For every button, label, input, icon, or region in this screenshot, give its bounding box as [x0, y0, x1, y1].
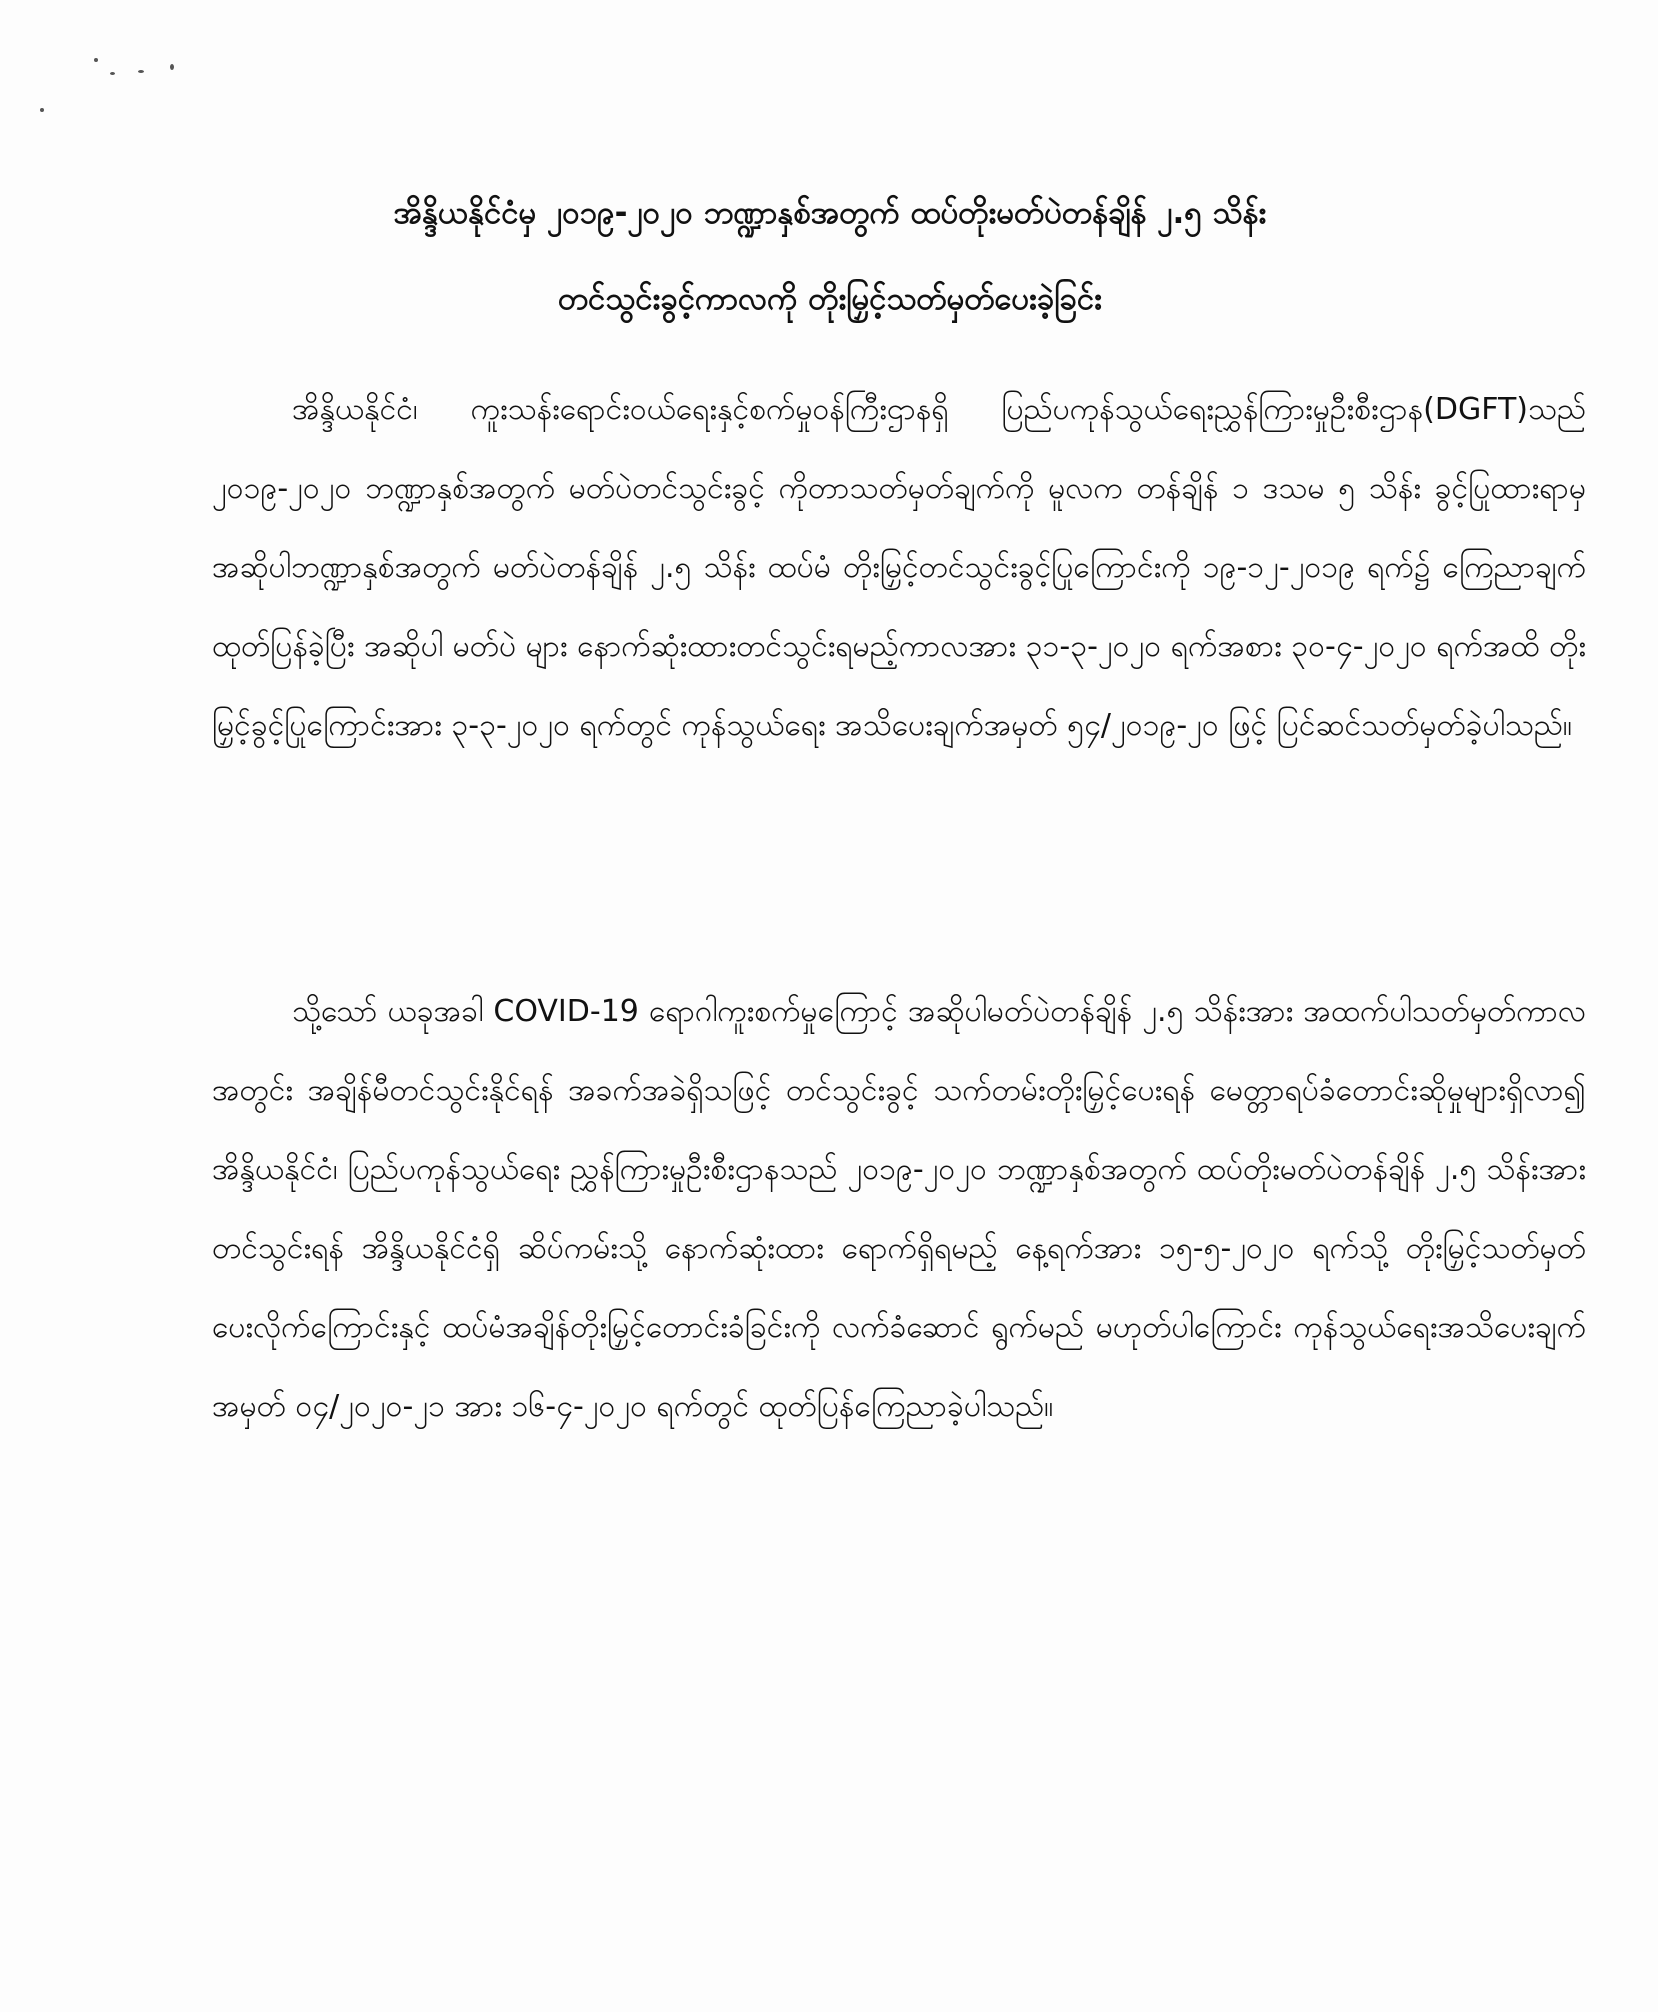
title-line-1: အိန္ဒိယနိုင်ငံမှ ၂၀၁၉-၂၀၂၀ ဘဏ္ဍာနှစ်အတွက် ထပ်တိုးမတ်ပဲတန်ချိန် ၂.၅ သိန်း	[393, 195, 1267, 231]
scan-speck	[110, 72, 115, 75]
document-title	[210, 170, 1450, 342]
scan-speck	[138, 70, 144, 73]
paragraph-2: သို့သော် ယခုအခါ COVID-19 ရောဂါကူးစက်မှုကြောင့် အဆိုပါမတ်ပဲတန်ချိန် ၂.၅ သိန်းအား အထက်ပါသတ်မှတ်ကာလအတွင်း အချိန်မီတင်သွင်းနိုင်ရန် အခက်အခဲရှိသဖြင့် တင်သွင်းခွင့် သက်တမ်းတိုးမြှင့်ပေးရန် မေတ္တာရပ်ခံတောင်းဆိုမှုများရှိလာ၍ အိန္ဒိယနိုင်ငံ၊ ပြည်ပကုန်သွယ်ရေး ညွှန်ကြားမှုဦးစီးဌာနသည် ၂၀၁၉-၂၀၂၀ ဘဏ္ဍာနှစ်အတွက် ထပ်တိုးမတ်ပဲတန်ချိန် ၂.၅ သိန်းအား တင်သွင်းရန် အိန္ဒိယနိုင်ငံရှိ ဆိပ်ကမ်းသို့ နောက်ဆုံးထား ရောက်ရှိရမည့် နေ့ရက်အား ၁၅-၅-၂၀၂၀ ရက်သို့ တိုးမြှင့်သတ်မှတ်ပေးလိုက်ကြောင်းနှင့် ထပ်မံအချိန်တိုးမြှင့်တောင်းခံခြင်းကို လက်ခံဆောင် ရွက်မည် မဟုတ်ပါကြောင်း ကုန်သွယ်ရေးအသိပေးချက်အမှတ် ၀၄/၂၀၂၀-၂၁ အား ၁၆-၄-၂၀၂၀ ရက်တွင် ထုတ်ပြန်ကြေညာခဲ့ပါသည်။	[212, 994, 1586, 1424]
scan-speck	[170, 64, 174, 70]
scan-speck	[40, 108, 44, 112]
paragraph-1: အိန္ဒိယနိုင်ငံ၊ ကူးသန်းရောင်းဝယ်ရေးနှင့်စက်မှုဝန်ကြီးဌာနရှိ ပြည်ပကုန်သွယ်ရေးညွှန်ကြားမှုဦးစီးဌာန(DGFT)သည် ၂၀၁၉-၂၀၂၀ ဘဏ္ဍာနှစ်အတွက် မတ်ပဲတင်သွင်းခွင့် ကိုတာသတ်မှတ်ချက်ကို မူလက တန်ချိန် ၁ ဒသမ ၅ သိန်း ခွင့်ပြုထားရာမှ အဆိုပါဘဏ္ဍာနှစ်အတွက် မတ်ပဲတန်ချိန် ၂.၅ သိန်း ထပ်မံ တိုးမြှင့်တင်သွင်းခွင့်ပြုကြောင်းကို ၁၉-၁၂-၂၀၁၉ ရက်၌ ကြေညာချက်ထုတ်ပြန်ခဲ့ပြီး အဆိုပါ မတ်ပဲ များ နောက်ဆုံးထားတင်သွင်းရမည့်ကာလအား ၃၁-၃-၂၀၂၀ ရက်အစား ၃၀-၄-၂၀၂၀ ရက်အထိ တိုးမြှင့်ခွင့်ပြုကြောင်းအား ၃-၃-၂၀၂၀ ရက်တွင် ကုန်သွယ်ရေး အသိပေးချက်အမှတ် ၅၄/၂၀၁၉-၂၀ ဖြင့် ပြင်ဆင်သတ်မှတ်ခဲ့ပါသည်။	[212, 392, 1586, 743]
scan-speck	[94, 58, 98, 62]
title-line-2: တင်သွင်းခွင့်ကာလကို တိုးမြှင့်သတ်မှတ်ပေးခဲ့ခြင်း	[557, 281, 1103, 317]
